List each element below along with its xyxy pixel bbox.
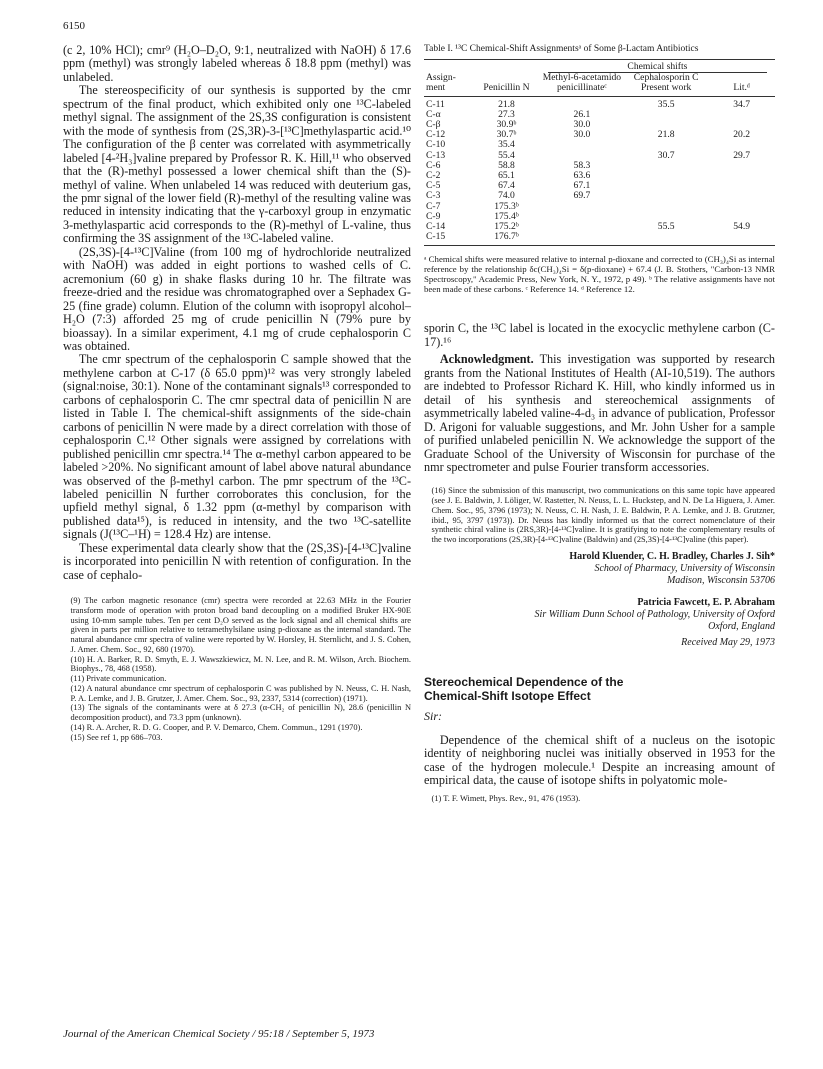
table-cell [624,191,708,201]
authors: Harold Kluender, C. H. Bradley, Charles J. Sih* [569,550,775,562]
footnote: (11) Private communication. [70,674,167,684]
table-cell: C-11 [426,98,445,110]
table-cell: C-14 [426,221,446,233]
right-footnote-2 [424,794,775,804]
footnote: (12) A natural abundance cmr spectrum of cephalosporin C was published by N. Neuss, C. H. Nash, P. A. Lemke, and J. B. Grutzer, J. Amer. Chem. Soc., 93, 2337, 5314 (correction) (1971). [70,683,411,703]
table-bottom-rule [424,245,775,246]
authors: Patricia Fawcett, E. P. Abraham [637,596,775,608]
footnote: (9) The carbon magnetic resonance (cmr) spectra were recorded at 22.63 MHz in the Fourier transform mode of operation with proton broad band decoupling on a modified Bruker HX-90E using 10-mm sample tubes. Ten per cent D₂O served as the lock signal and all chemical shifts are given in parts per million relative to tetramethylsilane using p-dioxane as the internal standard. The natural abundance cmr spectra of valine were reported by W. Horsley, H. Sternlicht, and J. S. Cohen, J. Amer. Chem. Soc., 92, 680 (1970). [70,596,411,654]
table-row [424,100,775,110]
table-cell: 69.7 [573,190,591,202]
right-body [424,322,775,474]
table-cell: C-12 [426,129,446,141]
table-cell: C-β [426,119,441,131]
table-cell: 55.4 [498,149,515,161]
table-header-rule [424,96,775,97]
table-cell [540,212,624,222]
table-row [424,222,775,232]
affiliation: School of Pharmacy, University of Wisconsin [594,562,775,574]
table-cell: C-13 [426,149,446,161]
table-cell: 30.7 [657,149,675,161]
col-header: Lit.ᵈ [733,82,750,94]
table-cell: 30.7ᵇ [496,129,517,141]
table-cell: 35.4 [498,139,515,151]
table-cell: C-α [426,108,441,120]
table-cell: C-2 [426,170,441,182]
table-row [424,191,775,201]
table-cell: 63.6 [573,170,591,182]
paragraph: (2S,3S)-[4-¹³C]Valine (from 100 mg of hydrochloride neutralized with NaOH) was added in eight portions to washed cells of C. acremonium (60 g) in shake flasks during 10 hr. The filtrate was freeze-dried and the residue was chromatographed over a Sephadex G-25 (fine grade) column. Elution of the column with isopropyl alcohol–H₂O (7:3) afforded 25 mg of crude penicillin N (79% pure by bioassay). In a similar experiment, 4.1 mg of crude cephalosporin C was obtained. [63,244,411,353]
table-cell: 21.8 [657,129,675,141]
table-cell [624,171,708,181]
table-cell [708,181,775,191]
shift-table [424,60,775,242]
table-cell: 27.3 [498,108,515,120]
table-cell [540,232,624,242]
table-cell: C-7 [426,200,441,212]
table-cell: C-10 [426,139,446,151]
table-cell: 175.2ᵇ [494,221,519,233]
table-cell: 26.1 [573,108,591,120]
table-cell: 29.7 [733,149,751,161]
table-row [424,212,775,222]
col-header: Penicillin N [483,82,530,94]
affiliation: Oxford, England [708,620,775,632]
table-cell [624,181,708,191]
footnote: (10) H. A. Barker, R. D. Smyth, E. J. Wawszkiewicz, M. N. Lee, and R. M. Wilson, Arch. Biochem. Biophys., 78, 468 (1958). [70,654,411,674]
affiliation: Sir William Dunn School of Pathology, University of Oxford [534,608,775,620]
table-cell: C-6 [426,159,441,171]
article-title: Chemical-Shift Isotope Effect [424,688,591,703]
table-cell: 30.9ᵇ [496,119,517,131]
left-body [63,44,411,582]
table-row [424,140,775,150]
table-cell [624,232,708,242]
footnote: (15) See ref 1, pp 686–703. [70,732,163,742]
received-date: Received May 29, 1973 [681,636,775,648]
table-cell: C-9 [426,210,441,222]
table-cell: C-15 [426,231,446,243]
footnote: (13) The signals of the contaminants were at δ 27.3 (α-CH₂ of penicillin N), 28.6 (penicillin N decomposition product), and 73.3 ppm (unknown). [70,703,411,723]
footnote: (14) R. A. Archer, R. D. G. Cooper, and P. V. Demarco, Chem. Commun., 1291 (1970). [70,722,363,732]
table-cell: 58.3 [573,159,591,171]
page-number: 6150 [63,20,85,32]
table-cell: 20.2 [733,129,751,141]
table-cell [708,161,775,171]
right-footnote [424,486,775,545]
table-cell: 175.4ᵇ [494,210,519,222]
footnote: (16) Since the submission of this manuscript, two communications on this same topic have appeared (see J. E. Baldwin, J. Löliger, W. Rastetter, N. Neuss, L. L. Huckstep, and N. De La Higuera, J. Amer. Chem. Soc., 95, 3796 (1973); N. Neuss, C. H. Nash, J. E. Baldwin, P. A. Lemke, and J. B. Grutzner, ibid., 95, 3797 (1973)). Dr. Neuss has kindly informed us that the correct nomenclature of their synthetic chiral valine is (2RS,3R)-[4-¹³C]valine. It is gratifying to note the complementary results of the two incorporations (2S,3R)-[4-¹³C]valine (Baldwin) and (2S,3S)-[4-¹³C]valine (this paper). [431,486,775,545]
table-cell [624,202,708,212]
table-cell [708,202,775,212]
footnote: (1) T. F. Wimett, Phys. Rev., 91, 476 (1953). [431,793,581,803]
acknowledgment [424,353,775,474]
affiliation: Madison, Wisconsin 53706 [666,574,775,586]
table-row [424,171,775,181]
table-cell: 54.9 [733,221,751,233]
table-cell: 175.3ᵇ [494,200,519,212]
table-cell: 35.5 [657,98,675,110]
paragraph: Dependence of the chemical shift of a nucleus on the isotopic identity of neighboring nuclei was initially observed in 1953 for the case of the hydrogen molecule.¹ Despite an increasing amount of empirical data, the cause of isotope shifts in polyatomic mole- [424,732,775,788]
col-header: Methyl-6-acetamido penicillinateᶜ [542,72,622,94]
table-cell: 30.0 [573,119,591,131]
table-row [424,202,775,212]
table-body [424,100,775,243]
table-row [424,120,775,130]
table-cell [708,191,775,201]
ack-text: This investigation was supported by research grants from the National Institutes of Health (AI-10,519). The authors are indebted to Professor Richard K. Hill, who kindly informed us in detail of his synthesis and stereochemical assignments of asymmetrically labeled valine-4-d₃ in advance of publication, Professor D. Arigoni for valuable suggestions, and Mr. John Usher for a sample of purified unlabeled penicillin N. We acknowledge the support of the Graduate School of the University of Wisconsin for purchase of the nmr spectrometer and pulse Fourier transform accessories. [424,352,775,474]
right-body-2 [424,734,775,788]
paragraph: These experimental data clearly show that the (2S,3S)-[4-¹³C]valine is incorporated into penicillin N with retention of configuration. In the case of cephalo- [63,540,411,582]
table-cell [708,110,775,120]
table-cell: 30.0 [573,129,591,141]
left-footnotes [63,596,411,742]
journal-footer: Journal of the American Chemical Society / 95:18 / September 5, 1973 [63,1028,375,1040]
paragraph: (c 2, 10% HCl); cmr⁹ (H₂O–D₂O, 9:1, neutralized with NaOH) δ 17.6 ppm (methyl) was strongly labeled whereas δ 18.8 ppm (methyl) was unlabeled. [63,43,411,84]
table-cell: 55.5 [657,221,675,233]
table-cell: 67.1 [573,180,591,192]
table-cell: 34.7 [733,98,751,110]
table-cell: C-5 [426,180,441,192]
table-row [424,232,775,242]
col-header: Assign-ment [426,72,456,94]
right-column [424,44,775,804]
paragraph: sporin C, the ¹³C label is located in the exocyclic methylene carbon (C-17).¹⁶ [424,321,775,349]
table-cell [708,171,775,181]
article-title: Stereochemical Dependence of the [424,674,624,689]
table-cell: C-3 [426,190,441,202]
table-cell [540,140,624,150]
salutation: Sir: [424,708,442,723]
table-cell [624,110,708,120]
paragraph: The cmr spectrum of the cephalosporin C sample showed that the methylene carbon at C-17 (δ 65.0 ppm)¹² was very strongly labeled (signal:noise, 30:1). None of the contaminant signals¹³ corresponded to carbons of cephalosporin C. The cmr spectral data of penicillin N are listed in Table I. The chemical-shift assignments of the side-chain carbons of penicillin N were made by a direct correlation with those of cephalosporin C.¹² Other signals were assigned by correlations with published penicillin cmr spectra.¹⁴ The α-methyl carbon appeared to be labeled >20%. No significant amount of label above natural abundance was observed of the β-methyl carbon. The pmr spectrum of the ¹³C-labeled penicillin N further corroborates this conclusion, for the upfield methyl signal, δ 1.32 ppm (α-methyl by comparison with published data¹⁵), is reduced in intensity, and the two ¹³C-satellite signals (J(¹³C–¹H) = 128.4 Hz) are intense. [63,352,411,542]
table-row [424,151,775,161]
table-row [424,130,775,140]
table-cell: 65.1 [498,170,515,182]
table-cell [624,161,708,171]
table-cell: 176.7ᵇ [494,231,519,243]
left-column [63,44,411,742]
paragraph: The stereospecificity of our synthesis is supported by the cmr spectrum of the final product, which exhibited only one ¹³C-labeled methyl signal. The assignment of the 2S,3S configuration is consistent with the mode of synthesis from (2S,3R)-3-[¹³C]methylaspartic acid.¹⁰ The configuration of the β center was correlated with asymmetrically labeled [4-²H₃]valine prepared by Professor R. K. Hill,¹¹ who observed that the (R)-methyl possessed a lower chemical shift than the (S)-methyl of valine. When unlabeled 14 was reduced with deuterium gas, the pmr signal of the lower field (R)-methyl of the resulting valine was reduced in intensity indicating that the γ-carboxyl group in enzymatic 3-methylaspartic acid corresponds to the (R)-methyl of L-valine, thus confirming the 3S assignment of the ¹³C-labeled valine. [63,83,411,246]
table-notes: ᵃ Chemical shifts were measured relative to internal p-dioxane and corrected to (CH₃)₄Si as internal reference by the relationship δc(CH₃)₄Si = δ(p-dioxane) + 67.4 (J. B. Stothers, "Carbon-13 NMR Spectroscopy," Academic Press, New York, N. Y., 1972, p 49). ᵇ The relative assignments have not been made of these carbons. ᶜ Reference 14. ᵈ Reference 12. [424,254,775,295]
table-row [424,181,775,191]
table-title: Table I. ¹³C Chemical-Shift Assignmentsᵃ of Some β-Lactam Antibiotics [424,44,699,54]
table-row [424,161,775,171]
table-row [424,110,775,120]
col-header: Cephalosporin C Present work [633,72,699,94]
table-cell [708,232,775,242]
table-cell: 67.4 [498,180,515,192]
table-cell: 74.0 [498,190,515,202]
table-cell [540,222,624,232]
group-header-label: Chemical shifts [548,62,768,73]
table-cell: 21.8 [498,98,515,110]
ack-label: Acknowledgment. [439,352,534,367]
table-cell [540,202,624,212]
table-cell: 58.8 [498,159,515,171]
